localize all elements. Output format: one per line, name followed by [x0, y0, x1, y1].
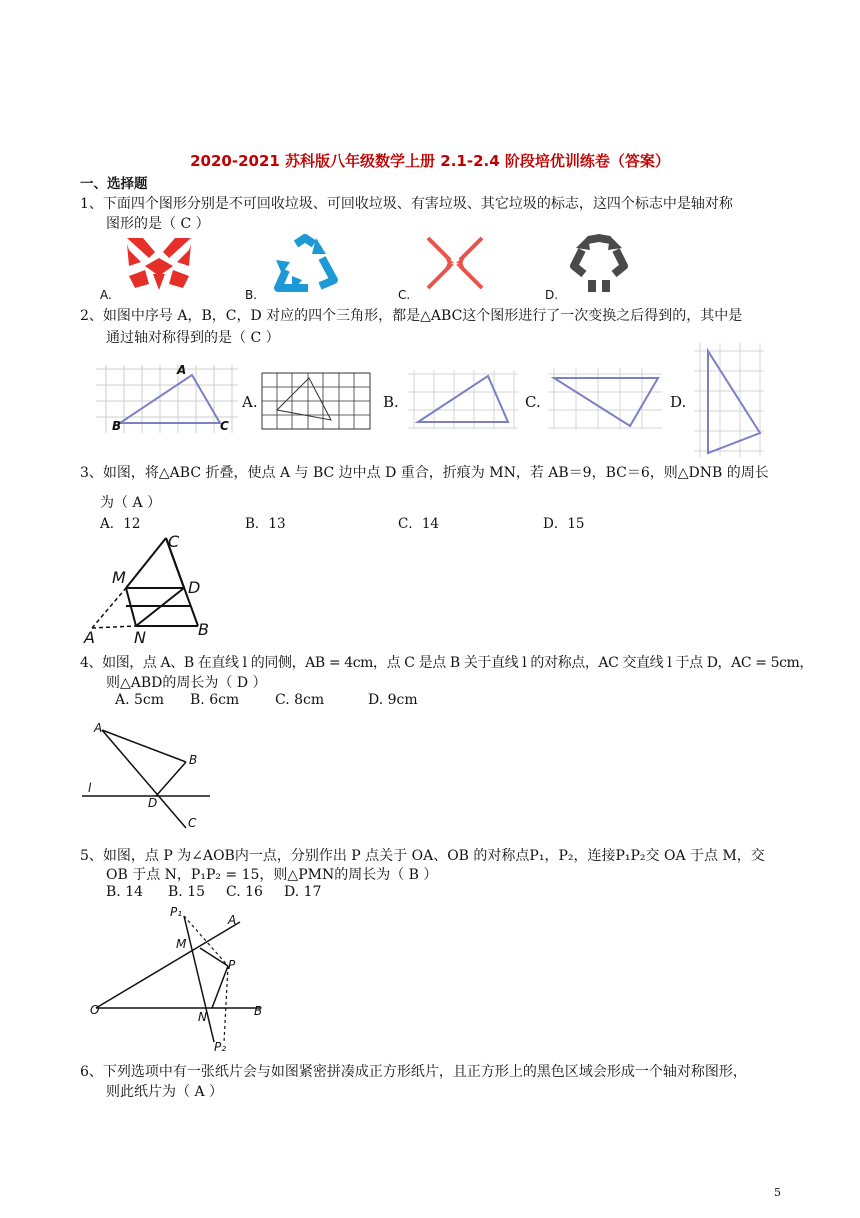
q5-option-b14: B. 14 [106, 884, 144, 900]
q4-label-c: C [188, 816, 197, 830]
q2-option-d-figure [694, 343, 764, 457]
q2-label-c: C [220, 419, 229, 433]
q5-option-c16: C. 16 [226, 884, 263, 900]
q3-label-d: D [188, 578, 201, 597]
red-recycle-arrows-icon [125, 236, 193, 292]
q3-option-c: C．14 [398, 516, 440, 532]
q5-label-p: P [228, 958, 236, 972]
q4-label-d: D [148, 796, 158, 810]
q2-option-d: D. [670, 393, 687, 411]
q3-label-a: A [84, 628, 95, 647]
q2-text-line1: 2、如图中序号 A，B，C，D 对应的四个三角形，都是△ABC这个图形进行了一次变换之后得到的，其中是 [80, 308, 743, 324]
section-heading: 一、选择题 [80, 176, 148, 192]
q3-option-d: D．15 [543, 516, 585, 532]
q3-text-line2: 为（ A ） [100, 495, 162, 511]
q1-option-b: B. [245, 288, 258, 302]
q6-text-line2: 则此纸片为（ A ） [106, 1084, 224, 1100]
q5-label-b: B [254, 1004, 263, 1018]
q4-label-b: B [189, 753, 198, 767]
q2-option-b: B. [383, 393, 399, 411]
q3-label-b: B [198, 620, 209, 639]
q5-label-a: A [228, 913, 237, 927]
q2-option-a: A. [242, 393, 258, 411]
q6-text-line1: 6、下列选项中有一张纸片会与如图紧密拼凑成正方形纸片，且正方形上的黑色区域会形成一个轴对称图形， [80, 1064, 747, 1080]
pink-cross-arrows-icon [424, 234, 486, 292]
q3-label-c: C [168, 532, 180, 551]
q4-option-b: B. 6cm [190, 692, 240, 708]
blue-recycle-triangle-icon [272, 234, 338, 292]
q4-option-c: C. 8cm [275, 692, 325, 708]
q3-option-a: A．12 [100, 516, 141, 532]
q1-text-line2: 图形的是（ C ） [106, 216, 210, 232]
q5-label-p2: P₂ [214, 1040, 227, 1054]
q1-text-line1: 1、下面四个图形分别是不可回收垃圾、可回收垃圾、有害垃圾、其它垃圾的标志，这四个标志中是轴对称 [80, 196, 733, 212]
q5-label-p1: P₁ [170, 905, 183, 919]
q2-label-a: A [177, 363, 187, 377]
q2-option-c-figure [548, 368, 662, 430]
q5-option-b15: B. 15 [168, 884, 206, 900]
q5-option-d17: D. 17 [284, 884, 322, 900]
q3-label-m: M [112, 568, 126, 587]
page-number: 5 [774, 1186, 781, 1199]
q3-text-line1: 3、如图，将△ABC 折叠，使点 A 与 BC 边中点 D 重合，折痕为 MN，若 AB＝9，BC＝6，则△DNB 的周长 [80, 465, 769, 481]
q1-option-d: D. [545, 288, 559, 302]
q2-text-line2: 通过轴对称得到的是（ C ） [106, 330, 280, 346]
q2-option-a-figure [261, 372, 371, 430]
q5-text-line1: 5、如图，点 P 为∠AOB内一点，分别作出 P 点关于 OA、OB 的对称点P₁，P₂，连接P₁P₂交 OA 于点 M，交 [80, 848, 765, 864]
q2-label-b: B [112, 419, 122, 433]
q4-option-d: D. 9cm [368, 692, 418, 708]
q4-label-l: l [88, 781, 92, 795]
q4-text-line2: 则△ABD的周长为（ D ） [106, 675, 267, 691]
gray-recycle-arrows-icon [570, 236, 628, 294]
q4-option-a: A. 5cm [115, 692, 165, 708]
q4-label-a: A [94, 721, 103, 735]
q5-angle-reflection-figure [88, 904, 264, 1054]
page-title: 2020-2021 苏科版八年级数学上册 2.1-2.4 阶段培优训练卷（答案） [190, 152, 670, 170]
q5-label-m: M [176, 937, 187, 951]
q3-label-n: N [134, 628, 146, 647]
q5-text-line2: OB 于点 N，P₁P₂ = 15，则△PMN的周长为（ B ） [106, 867, 438, 883]
q5-label-n: N [198, 1010, 207, 1024]
q5-label-o: O [90, 1003, 100, 1017]
q1-option-c: C. [398, 288, 411, 302]
q2-option-b-figure [408, 370, 518, 430]
q2-option-c: C. [525, 393, 541, 411]
q1-option-a: A. [100, 288, 112, 302]
q3-option-b: B．13 [245, 516, 286, 532]
q4-text-line1: 4、如图，点 A、B 在直线 l 的同侧，AB = 4cm，点 C 是点 B 关于直线 l 的对称点，AC 交直线 l 于点 D，AC = 5cm， [80, 655, 814, 671]
